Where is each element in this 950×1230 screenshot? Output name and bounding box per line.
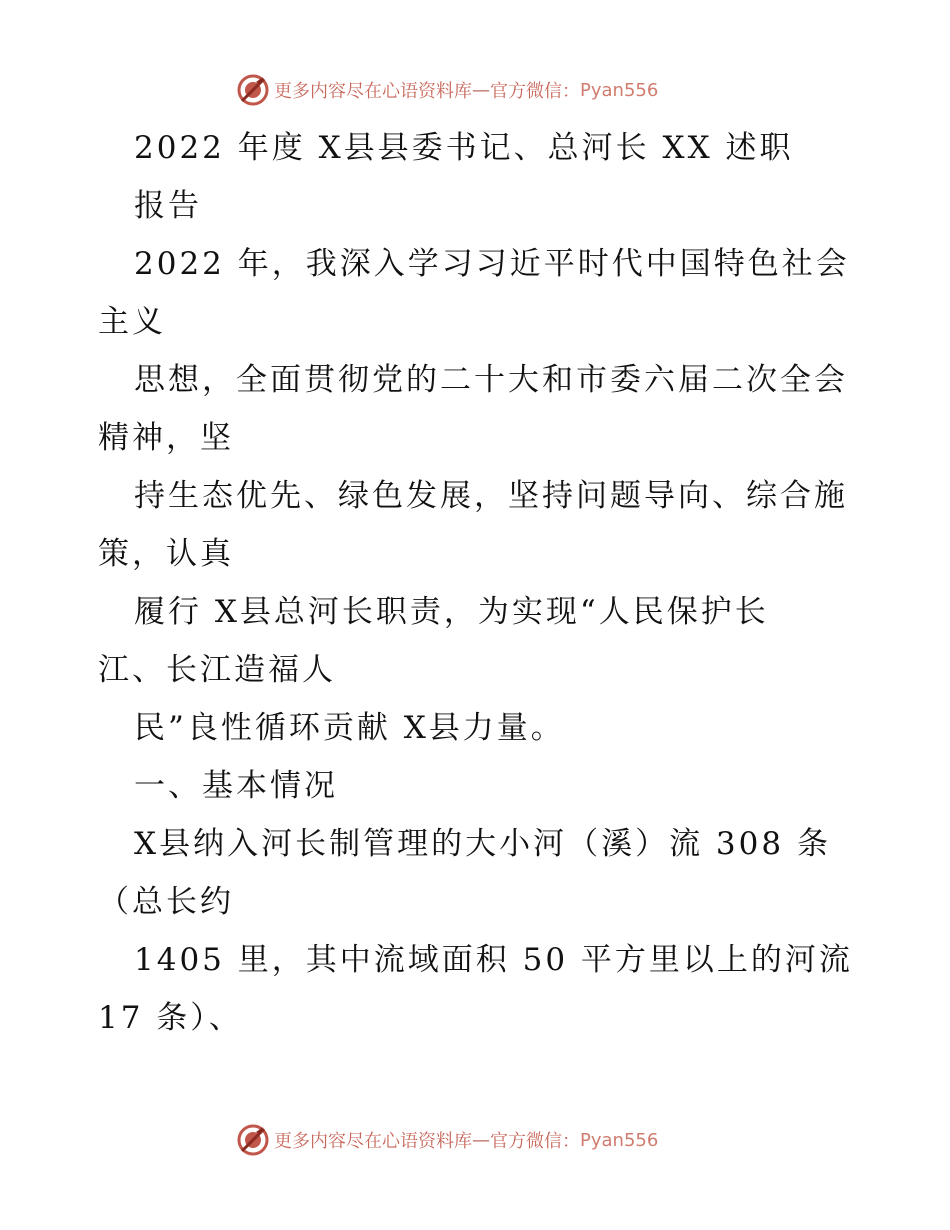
body-line: 持生态优先、绿色发展，坚持问题导向、综合施 bbox=[134, 478, 848, 514]
doc-title-line-2: 报告 bbox=[134, 188, 202, 224]
body-line: 策，认真 bbox=[98, 536, 234, 572]
body-line: 1405 里，其中流域面积 50 平方里以上的河流 bbox=[134, 942, 853, 978]
body-line: 主义 bbox=[98, 304, 166, 340]
header-watermark bbox=[236, 72, 658, 108]
doc-title-line-1: 2022 年度 X县县委书记、总河长 XX 述职 bbox=[134, 130, 794, 166]
quill-seal-logo-icon bbox=[236, 1123, 270, 1157]
body-line: 江、长江造福人 bbox=[98, 652, 336, 688]
watermark-site-text: 更多内容尽在心语资料库 bbox=[274, 1131, 472, 1152]
body-line: 履行 X县总河长职责，为实现“人民保护长 bbox=[134, 594, 769, 630]
footer-watermark bbox=[236, 1122, 658, 1158]
body-line: 精神，坚 bbox=[98, 420, 234, 456]
section-heading: 一、基本情况 bbox=[134, 768, 338, 804]
body-line: （总长约 bbox=[98, 884, 234, 920]
body-line: 2022 年，我深入学习习近平时代中国特色社会 bbox=[134, 246, 850, 282]
watermark-separator: — bbox=[472, 79, 490, 101]
body-line: 民”良性循环贡献 X县力量。 bbox=[134, 710, 565, 746]
watermark-wechat-id: Pyan556 bbox=[580, 79, 659, 101]
watermark-separator: — bbox=[472, 1129, 490, 1151]
body-line: X县纳入河长制管理的大小河（溪）流 308 条 bbox=[134, 826, 831, 862]
watermark-wechat-id: Pyan556 bbox=[580, 1129, 659, 1151]
body-line: 思想，全面贯彻党的二十大和市委六届二次全会 bbox=[134, 362, 848, 398]
watermark-wechat-label: 官方微信： bbox=[490, 81, 580, 102]
body-line: 17 条）、 bbox=[98, 1000, 243, 1036]
quill-seal-logo-icon bbox=[236, 73, 270, 107]
watermark-site-text: 更多内容尽在心语资料库 bbox=[274, 81, 472, 102]
watermark-wechat-label: 官方微信： bbox=[490, 1131, 580, 1152]
